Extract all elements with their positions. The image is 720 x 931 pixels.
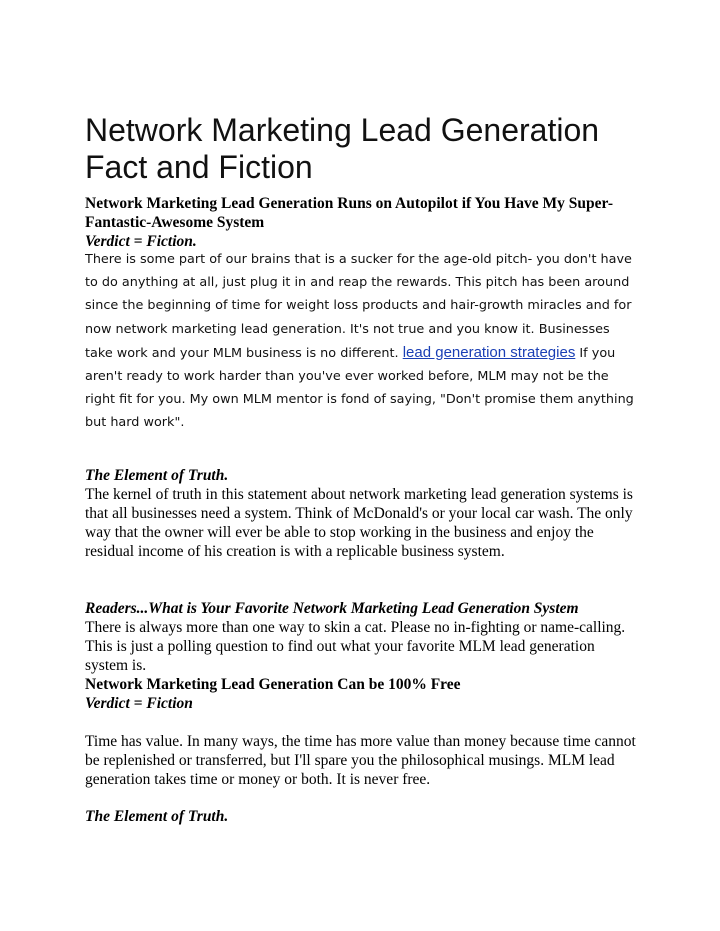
section-1-verdict: Verdict = Fiction. (85, 233, 197, 250)
section-1-heading: Network Marketing Lead Generation Runs on Autopilot if You Have My Super-Fantastic-Awesome System (85, 195, 614, 231)
page-title: Network Marketing Lead Generation Fact and Fiction (85, 112, 600, 185)
section-1-body-text: There is some part of our brains that is a sucker for the age-old pitch- you don't have to do anything at all, just plug it in and reap the rewards. This pitch has been around since the beginning of time for weight loss products and hair-growth miracles and for now network marketing lead generation. It's not true and you know it. Businesses take work and your MLM business is no different. (85, 252, 632, 361)
section-2-verdict: Verdict = Fiction (85, 695, 193, 712)
truth-1 (85, 466, 637, 561)
readers-section (85, 599, 637, 713)
section-2-body: Time has value. In many ways, the time has more value than money because time cannot be replenished or transferred, but I'll spare you the philosophical musings. MLM lead generation takes time or money or both. It is never free. (85, 733, 636, 788)
truth-2-heading: The Element of Truth. (85, 808, 229, 825)
section-1-body-text-continued: If you aren't ready to work harder than you've ever worked before, MLM may not be the right fit for you. My own MLM mentor is fond of saying, "Don't promise them anything but hard work". (85, 345, 634, 431)
readers-body: There is always more than one way to skin a cat. Please no in-fighting or name-calling. This is just a polling question to find out what your favorite MLM lead generation system is. (85, 619, 626, 674)
section-1 (85, 194, 637, 251)
lead-generation-strategies-link[interactable]: lead generation strategies (402, 343, 576, 361)
readers-heading: Readers...What is Your Favorite Network Marketing Lead Generation System (85, 600, 579, 617)
section-1-body (85, 248, 637, 435)
truth-1-heading: The Element of Truth. (85, 467, 229, 484)
truth-1-body: The kernel of truth in this statement about network marketing lead generation systems is that all businesses need a system. Think of McDonald's or your local car wash. The only way that the owner will ever be able to stop working in the business and enjoy the residual income of his creation is with a replicable business system. (85, 486, 633, 560)
section-2-heading: Network Marketing Lead Generation Can be 100% Free (85, 676, 461, 693)
